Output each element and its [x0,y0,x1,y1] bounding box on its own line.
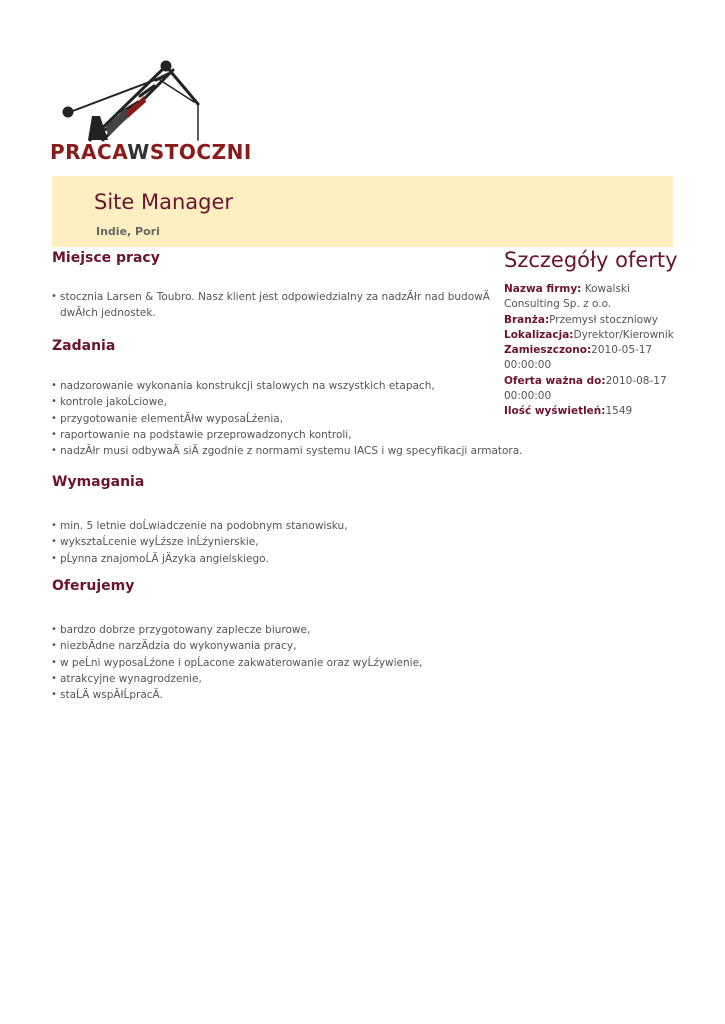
section-heading: Miejsce pracy [52,250,160,266]
logo-part-w: W [127,140,150,164]
list-item: • niezbÄdne narzÄdzia do wykonywania pracy, [52,638,492,654]
section-heading: Wymagania [52,474,145,490]
detail-posted: Zamieszczono:2010-05-17 00:00:00 [504,344,653,372]
list-item: • bardzo dobrze przygotowany zaplecze biurowe, [52,622,492,638]
list-item: • nadzorowanie wykonania konstrukcji stalowych na wszystkich etapach, [52,378,492,394]
list-item: • stocznia Larsen & Toubro. Nasz klient jest odpowiedzialny za nadzĂłr nad budowÄ dwĂłch jednostek. [52,289,492,322]
offer-list [52,622,492,703]
offer-details-panel [504,248,678,420]
detail-valid-until: Oferta ważna do:2010-08-17 00:00:00 [504,374,667,403]
list-item: • staĹÄ wspĂłĹpracÄ. [52,687,492,703]
details-heading: Szczegóły oferty [504,248,678,272]
detail-location: Lokalizacja:Dyrektor/Kierownik [504,328,674,341]
section-wymagania [52,474,492,567]
list-item: • pĹynna znajomoĹÄ jÄzyka angielskiego. [52,551,492,567]
detail-company: Nazwa firmy: Kowalski Consulting Sp. z o.o. [504,283,630,311]
section-heading: Oferujemy [52,578,135,594]
list-item: • raportowanie na podstawie przeprowadzonych kontroli, [52,427,492,443]
logo-part-stoczni: STOCZNI [149,140,252,164]
job-location: Indie, Pori [96,225,160,238]
list-item: • atrakcyjne wynagrodzenie, [52,671,492,687]
site-logo-text[interactable] [50,140,252,164]
list-item: • min. 5 letnie doĹwiadczenie na podobnym stanowisku, [52,518,492,534]
section-miejsce-pracy [52,250,492,322]
list-item: • przygotowanie elementĂłw wyposaĹźenia, [52,411,492,427]
tasks-list [52,378,523,459]
section-heading: Zadania [52,338,116,354]
detail-industry: Branża:Przemysł stoczniowy [504,313,658,326]
job-title: Site Manager [94,190,234,214]
detail-views: Ilość wyświetleń:1549 [504,405,633,418]
section-oferujemy [52,578,492,703]
list-item: • w peĹni wyposaĹźone i opĹacone zakwaterowanie oraz wyĹźywienie, [52,655,492,671]
list-item: • nadzĂłr musi odbywaÄ siÄ zgodnie z normami systemu IACS i wg specyfikacji armatora. [52,443,492,459]
requirements-list [52,518,492,567]
list-item: • wyksztaĹcenie wyĹźsze inĹźynierskie, [52,534,492,550]
list-item: • kontrole jakoĹciowe, [52,394,492,410]
logo-part-praca: PRACA [50,140,128,164]
section-zadania [52,338,523,459]
workplace-list [52,289,492,322]
